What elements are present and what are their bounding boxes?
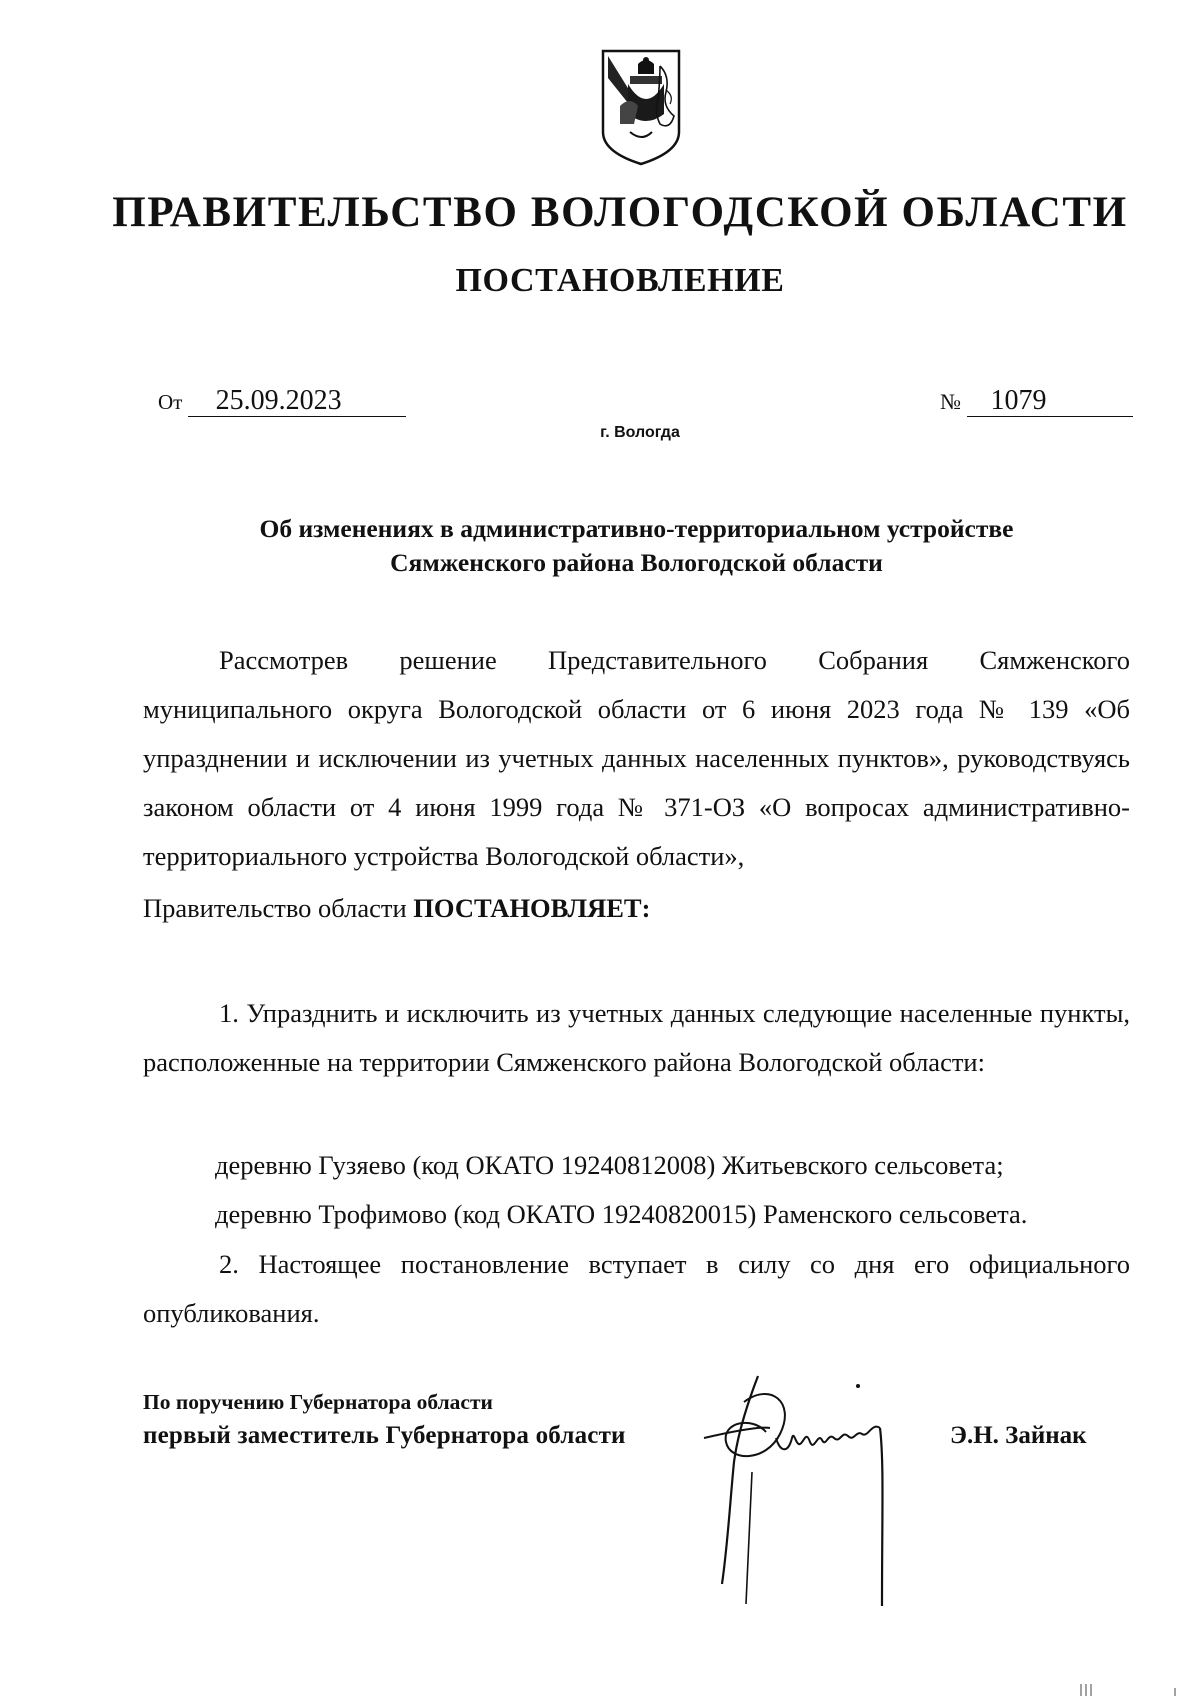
handwritten-signature-icon [700, 1372, 930, 1612]
date-label: От [158, 390, 183, 414]
decide-word: ПОСТАНОВЛЯЕТ: [413, 893, 651, 923]
signature-authority: По поручению Губернатора области [143, 1390, 493, 1414]
vologda-coat-of-arms-icon [600, 48, 682, 166]
subject-heading [143, 512, 1130, 580]
city: г. Вологда [600, 424, 680, 441]
decide-prefix: Правительство области [143, 893, 407, 923]
village-item: деревню Гузяево (код ОКАТО 19240812008) Житьевского сельсовета; [215, 1150, 1004, 1180]
date-field [158, 386, 406, 417]
number-label: № [940, 389, 961, 414]
subject-line: Об изменениях в административно-территориальном устройстве [259, 514, 1014, 543]
subject-line: Сямженского района Вологодской области [390, 548, 883, 577]
decide-paragraph [143, 884, 1130, 933]
signer-name: Э.Н. Зайнак [950, 1422, 1087, 1449]
intro-paragraph: Рассмотрев решение Представительного Собрания Сямженского муниципального округа Вологодской области от 6 июня 2023 года № 139 «Об упразднении и исключении из учетных данных населенных пунктов», руководствуясь законом области от 4 июня 1999 года № 371-ОЗ «О вопросах административно-территориального устройства Вологодской области», [143, 645, 1130, 871]
scan-marks [1075, 1684, 1185, 1696]
item-1: 1. Упразднить и исключить из учетных данных следующие населенные пункты, расположенные на территории Сямженского района Вологодской области: [143, 998, 1130, 1077]
number-field [940, 386, 1133, 417]
signature-position: первый заместитель Губернатора области [143, 1422, 626, 1449]
government-title: ПРАВИТЕЛЬСТВО ВОЛОГОДСКОЙ ОБЛАСТИ [112, 189, 1128, 236]
number-value: 1079 [967, 386, 1133, 417]
item-2: 2. Настоящее постановление вступает в силу со дня его официального опубликования. [143, 1249, 1130, 1328]
village-item: деревню Трофимово (код ОКАТО 19240820015) Раменского сельсовета. [215, 1199, 1028, 1229]
document-type: ПОСТАНОВЛЕНИЕ [455, 262, 785, 299]
date-value: 25.09.2023 [188, 386, 406, 417]
